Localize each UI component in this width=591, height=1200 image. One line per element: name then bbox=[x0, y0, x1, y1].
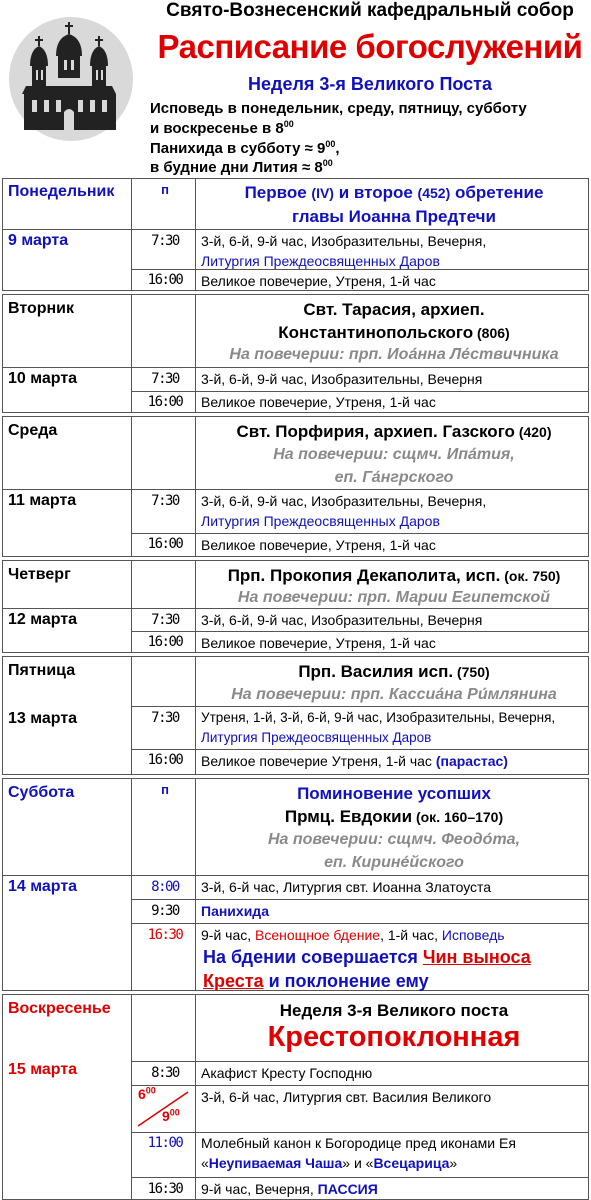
service-text: 9-й час, Вечерня, ПАССИЯ bbox=[201, 1181, 378, 1197]
service-text: Великое повечерие Утреня, 1-й час (парастас) bbox=[201, 753, 508, 769]
service-time: 7:30 bbox=[151, 612, 179, 628]
confession-line-1: Исповедь в понедельник, среду, пятницу, субботу bbox=[150, 100, 527, 117]
cross-procession-note: На бдении совершается Чин выноса Креста и поклонение ему bbox=[203, 947, 531, 991]
compline-note: На повечерии: прп. Кассиа́на Ри́млянина bbox=[231, 686, 557, 703]
feast-title: Поминовение усопших Прмц. Евдокии (ок. 160–170) bbox=[284, 784, 504, 826]
service-text: Великое повечерие, Утреня, 1-й час bbox=[201, 537, 436, 553]
service-time: 7:30 bbox=[151, 371, 179, 387]
time-late: $9^{00}$ bbox=[162, 1107, 180, 1124]
service-time: 16:30 bbox=[147, 1181, 183, 1197]
compline-note: На повечерии: сщмч. Ипа́тия, еп. Га́нгрского bbox=[273, 446, 515, 486]
service-time: 7:30 bbox=[151, 233, 179, 249]
cathedral-logo-icon bbox=[8, 16, 134, 142]
day-name: Суббота bbox=[8, 784, 75, 801]
service-text: 3-й, 6-й час, Литургия свт. Василия Великого bbox=[201, 1089, 492, 1105]
litiya-line: в будние дни Лития ≈ $8^{00}$ bbox=[150, 158, 333, 176]
service-time: 16:00 bbox=[147, 536, 183, 552]
feast-title: Свт. Порфирия, архиеп. Газского (420) bbox=[236, 422, 552, 441]
feast-title: Прп. Василия исп. (750) bbox=[298, 662, 490, 681]
day-name: Пятница bbox=[8, 662, 76, 679]
service-text: 3-й, 6-й, 9-й час, Изобразительны, Вечерня bbox=[201, 371, 483, 387]
service-mark: п bbox=[161, 782, 169, 797]
service-time: 8:00 bbox=[151, 879, 179, 895]
day-block-thursday bbox=[2, 560, 589, 653]
feast-title: Свт. Тарасия, архиеп. Константинопольского (806) bbox=[278, 300, 510, 342]
date: 12 марта bbox=[8, 611, 78, 628]
service-text: 3-й, 6-й, 9-й час, Изобразительны, Вечерня bbox=[201, 612, 483, 628]
service-time: 16:00 bbox=[147, 394, 183, 410]
day-name: Четверг bbox=[8, 566, 71, 583]
service-text: Акафист Кресту Господню bbox=[201, 1065, 373, 1081]
service-time: 16:00 bbox=[147, 752, 183, 768]
service-time: 11:00 bbox=[147, 1135, 183, 1151]
compline-note: На повечерии: сщмч. Феодо́та, еп. Кирине́йского bbox=[267, 831, 521, 871]
feast-name-big: Крестопоклонная bbox=[267, 1021, 521, 1053]
day-block-tuesday bbox=[2, 294, 589, 413]
confession-line-2: и воскресенье в $8^{00}$ bbox=[150, 119, 294, 137]
service-time: 16:00 bbox=[147, 272, 183, 288]
compline-note: На повечерии: прп. Марии Египетской bbox=[237, 589, 551, 606]
day-block-wednesday bbox=[2, 416, 589, 557]
service-text: 3-й, 6-й, 9-й час, Изобразительны, Вечерня, Литургия Преждеосвященных Даров bbox=[201, 493, 487, 529]
service-text: 9-й час, Всенощное бдение, 1-й час, Исповедь bbox=[201, 927, 505, 943]
date: 13 марта bbox=[8, 710, 78, 727]
feast-title: Первое (IV) и второе (452) обретение главы Иоанна Предтечи bbox=[244, 183, 544, 226]
compline-note: На повечерии: прп. Иоа́нна Ле́ствичника bbox=[229, 346, 559, 363]
day-name: Среда bbox=[8, 422, 58, 439]
day-block-friday bbox=[2, 656, 589, 775]
service-text: Великое повечерие, Утреня, 1-й час bbox=[201, 394, 436, 410]
panikhida-line: Панихида в субботу ≈ $9^{00}$, bbox=[150, 139, 340, 157]
feast-title: Неделя 3-я Великого поста bbox=[279, 1001, 509, 1020]
day-name: Воскресенье bbox=[8, 1000, 111, 1017]
service-mark: п bbox=[161, 182, 169, 197]
date: 9 марта bbox=[8, 232, 69, 249]
time-early: $6^{00}$ bbox=[138, 1085, 156, 1102]
service-text: Молебный канон к Богородице пред иконами Ея «Неупиваемая Чаша» и «Всецарица» bbox=[201, 1135, 516, 1171]
service-text: Великое повечерие, Утреня, 1-й час bbox=[201, 273, 436, 289]
day-block-monday bbox=[2, 178, 589, 291]
day-block-saturday bbox=[2, 778, 589, 991]
service-time: 7:30 bbox=[151, 710, 179, 726]
service-text: 3-й, 6-й час, Литургия свт. Иоанна Златоуста bbox=[201, 879, 492, 895]
service-text: Великое повечерие, Утреня, 1-й час bbox=[201, 635, 436, 651]
service-text: Панихида bbox=[201, 903, 269, 919]
date: 11 марта bbox=[8, 492, 77, 509]
week-title: Неделя 3-я Великого Поста bbox=[248, 74, 492, 94]
day-name: Понедельник bbox=[8, 183, 115, 200]
page-title: Расписание богослужений bbox=[157, 28, 583, 65]
service-time: 7:30 bbox=[151, 493, 179, 509]
cathedral-name: Свято-Вознесенский кафедральный собор bbox=[166, 0, 574, 21]
day-name: Вторник bbox=[8, 300, 75, 317]
header bbox=[0, 0, 591, 178]
service-text: 3-й, 6-й, 9-й час, Изобразительны, Вечерня, Литургия Преждеосвященных Даров bbox=[201, 233, 487, 269]
service-time: 8:30 bbox=[151, 1065, 179, 1081]
service-time-dual bbox=[132, 1086, 195, 1132]
day-block-sunday bbox=[2, 994, 589, 1200]
service-time: 16:30 bbox=[147, 927, 183, 943]
date: 10 марта bbox=[8, 370, 78, 387]
service-text: Утреня, 1-й, 3-й, 6-й, 9-й час, Изобразительны, Вечерня, Литургия Преждеосвященных Даров bbox=[201, 710, 556, 745]
service-time: 9:30 bbox=[151, 903, 179, 919]
service-time: 16:00 bbox=[147, 634, 183, 650]
date: 15 марта bbox=[8, 1061, 78, 1078]
date: 14 марта bbox=[8, 878, 78, 895]
feast-title: Прп. Прокопия Декаполита, исп. (ок. 750) bbox=[227, 566, 561, 585]
